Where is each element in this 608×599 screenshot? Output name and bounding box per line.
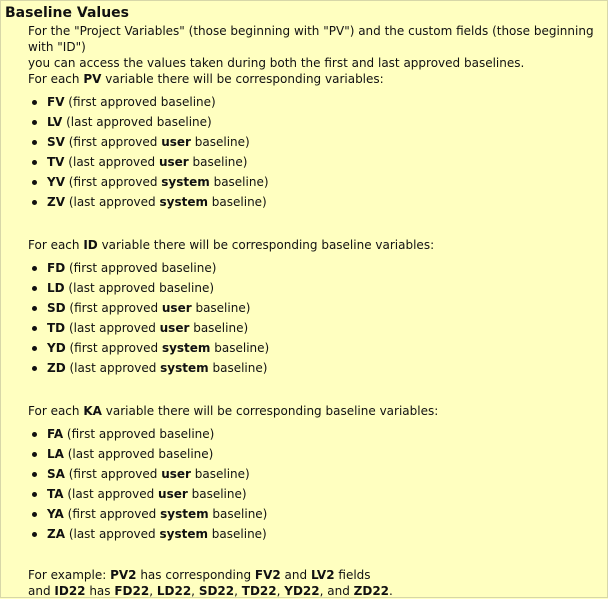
section-title-suffix: variable there will be corresponding baseline variables: bbox=[97, 238, 435, 252]
example-code: ID22 bbox=[54, 584, 86, 598]
variable-description: (first approved bbox=[64, 135, 162, 149]
example-text: For example: bbox=[28, 568, 111, 582]
list-item bbox=[28, 112, 588, 132]
variable-description: (first approved bbox=[65, 341, 162, 355]
list-item bbox=[28, 338, 588, 358]
variable-code: YA bbox=[47, 507, 64, 521]
variable-description-end: baseline) bbox=[210, 341, 270, 355]
example-text: and bbox=[280, 568, 311, 582]
intro-line-2: you can access the values taken during both the first and last approved baselines. bbox=[28, 56, 525, 70]
example-code: FV2 bbox=[254, 568, 281, 582]
variable-code: LD bbox=[47, 281, 65, 295]
section-title-code: PV bbox=[83, 72, 102, 86]
variable-code: FD bbox=[47, 261, 66, 275]
section-title-code: KA bbox=[83, 404, 102, 418]
variable-code: YV bbox=[47, 175, 65, 189]
list-item bbox=[28, 298, 588, 318]
list-item bbox=[28, 358, 588, 378]
variable-code: SA bbox=[47, 467, 65, 481]
variable-description: (last approved bbox=[65, 361, 161, 375]
intro-line-1: For the "Project Variables" (those beginning with "PV") and the custom fields (those beginning with "ID") bbox=[28, 24, 594, 54]
variable-description-end: baseline) bbox=[209, 175, 269, 189]
variable-description: (last approved bbox=[64, 155, 159, 169]
example-text: , bbox=[276, 584, 285, 598]
variable-code: TV bbox=[47, 155, 65, 169]
section-title-suffix: variable there will be corresponding variables: bbox=[101, 72, 384, 86]
variable-description: (first approved bbox=[64, 467, 162, 481]
list-item bbox=[28, 172, 588, 192]
variable-description: (last approved bbox=[65, 195, 160, 209]
example-text: . bbox=[389, 584, 393, 598]
baseline-kind: user bbox=[161, 301, 192, 315]
example-code: LD22 bbox=[156, 584, 192, 598]
variable-description: (last approved bbox=[63, 487, 159, 501]
list-item bbox=[28, 464, 588, 484]
baseline-kind: system bbox=[160, 507, 209, 521]
page-title: Baseline Values bbox=[5, 5, 129, 21]
variable-code: SD bbox=[47, 301, 66, 315]
example-code: LV2 bbox=[310, 568, 335, 582]
id-section-title bbox=[28, 237, 588, 253]
variable-code: FV bbox=[47, 95, 65, 109]
list-item bbox=[28, 524, 588, 544]
ka-variable-list bbox=[28, 424, 588, 544]
section-title-prefix: For each bbox=[28, 238, 84, 252]
example-text: has corresponding bbox=[136, 568, 255, 582]
list-item bbox=[28, 484, 588, 504]
pv-section-title bbox=[28, 71, 588, 87]
variable-code: FA bbox=[47, 427, 64, 441]
variable-description: (first approved baseline) bbox=[64, 95, 216, 109]
example-code: ZD22 bbox=[353, 584, 390, 598]
list-item bbox=[28, 278, 588, 298]
example-text: fields bbox=[334, 568, 371, 582]
list-item bbox=[28, 258, 588, 278]
variable-description: (first approved bbox=[63, 507, 161, 521]
section-title-prefix: For each bbox=[28, 72, 84, 86]
variable-code: ZV bbox=[47, 195, 65, 209]
list-item bbox=[28, 318, 588, 338]
list-item bbox=[28, 192, 588, 212]
pv-variable-list bbox=[28, 92, 588, 212]
variable-description-end: baseline) bbox=[189, 321, 249, 335]
variable-description: (first approved baseline) bbox=[63, 427, 215, 441]
example-text: , and bbox=[319, 584, 354, 598]
example-paragraph bbox=[28, 567, 588, 599]
section-title-code: ID bbox=[83, 238, 98, 252]
variable-code: ZA bbox=[47, 527, 65, 541]
variable-description: (first approved baseline) bbox=[65, 261, 217, 275]
variable-description: (last approved baseline) bbox=[62, 115, 212, 129]
variable-code: ZD bbox=[47, 361, 66, 375]
example-text: , bbox=[191, 584, 199, 598]
variable-code: YD bbox=[47, 341, 66, 355]
example-line-1 bbox=[28, 567, 588, 583]
example-text: , bbox=[149, 584, 157, 598]
variable-description-end: baseline) bbox=[190, 467, 250, 481]
variable-description-end: baseline) bbox=[187, 487, 247, 501]
example-code: FD22 bbox=[114, 584, 150, 598]
variable-description-end: baseline) bbox=[207, 195, 267, 209]
example-code: PV2 bbox=[110, 568, 137, 582]
baseline-kind: system bbox=[160, 361, 209, 375]
baseline-kind: user bbox=[158, 155, 189, 169]
list-item bbox=[28, 504, 588, 524]
variable-description-end: baseline) bbox=[190, 135, 250, 149]
baseline-kind: user bbox=[161, 135, 191, 149]
id-variable-list bbox=[28, 258, 588, 378]
variable-code: TA bbox=[47, 487, 64, 501]
example-code: YD22 bbox=[284, 584, 320, 598]
variable-description: (last approved baseline) bbox=[63, 447, 214, 461]
pv-section bbox=[28, 71, 588, 212]
variable-description-end: baseline) bbox=[208, 507, 268, 521]
variable-description: (first approved bbox=[64, 175, 162, 189]
list-item bbox=[28, 92, 588, 112]
variable-description: (first approved bbox=[65, 301, 162, 315]
example-text: and bbox=[28, 584, 55, 598]
example-text: has bbox=[85, 584, 115, 598]
example-code: TD22 bbox=[241, 584, 277, 598]
example-text: , bbox=[234, 584, 242, 598]
ka-section-title bbox=[28, 403, 588, 419]
variable-description: (last approved baseline) bbox=[64, 281, 215, 295]
variable-description-end: baseline) bbox=[188, 155, 248, 169]
baseline-kind: system bbox=[161, 175, 210, 189]
baseline-kind: user bbox=[158, 487, 188, 501]
list-item bbox=[28, 424, 588, 444]
example-line-2 bbox=[28, 583, 588, 599]
id-section bbox=[28, 237, 588, 378]
section-title-prefix: For each bbox=[28, 404, 84, 418]
variable-description-end: baseline) bbox=[191, 301, 251, 315]
variable-code: LV bbox=[47, 115, 63, 129]
ka-section bbox=[28, 403, 588, 544]
baseline-kind: user bbox=[159, 321, 190, 335]
list-item bbox=[28, 152, 588, 172]
variable-description-end: baseline) bbox=[207, 527, 267, 541]
variable-code: LA bbox=[47, 447, 64, 461]
variable-description: (last approved bbox=[65, 527, 160, 541]
intro-paragraph bbox=[28, 23, 603, 71]
baseline-kind: system bbox=[159, 527, 208, 541]
example-code: SD22 bbox=[198, 584, 235, 598]
list-item bbox=[28, 132, 588, 152]
variable-description-end: baseline) bbox=[208, 361, 268, 375]
section-title-suffix: variable there will be corresponding baseline variables: bbox=[101, 404, 439, 418]
variable-code: SV bbox=[47, 135, 65, 149]
baseline-kind: system bbox=[159, 195, 208, 209]
variable-code: TD bbox=[47, 321, 66, 335]
variable-description: (last approved bbox=[65, 321, 160, 335]
baseline-kind: user bbox=[161, 467, 191, 481]
baseline-kind: system bbox=[161, 341, 211, 355]
list-item bbox=[28, 444, 588, 464]
